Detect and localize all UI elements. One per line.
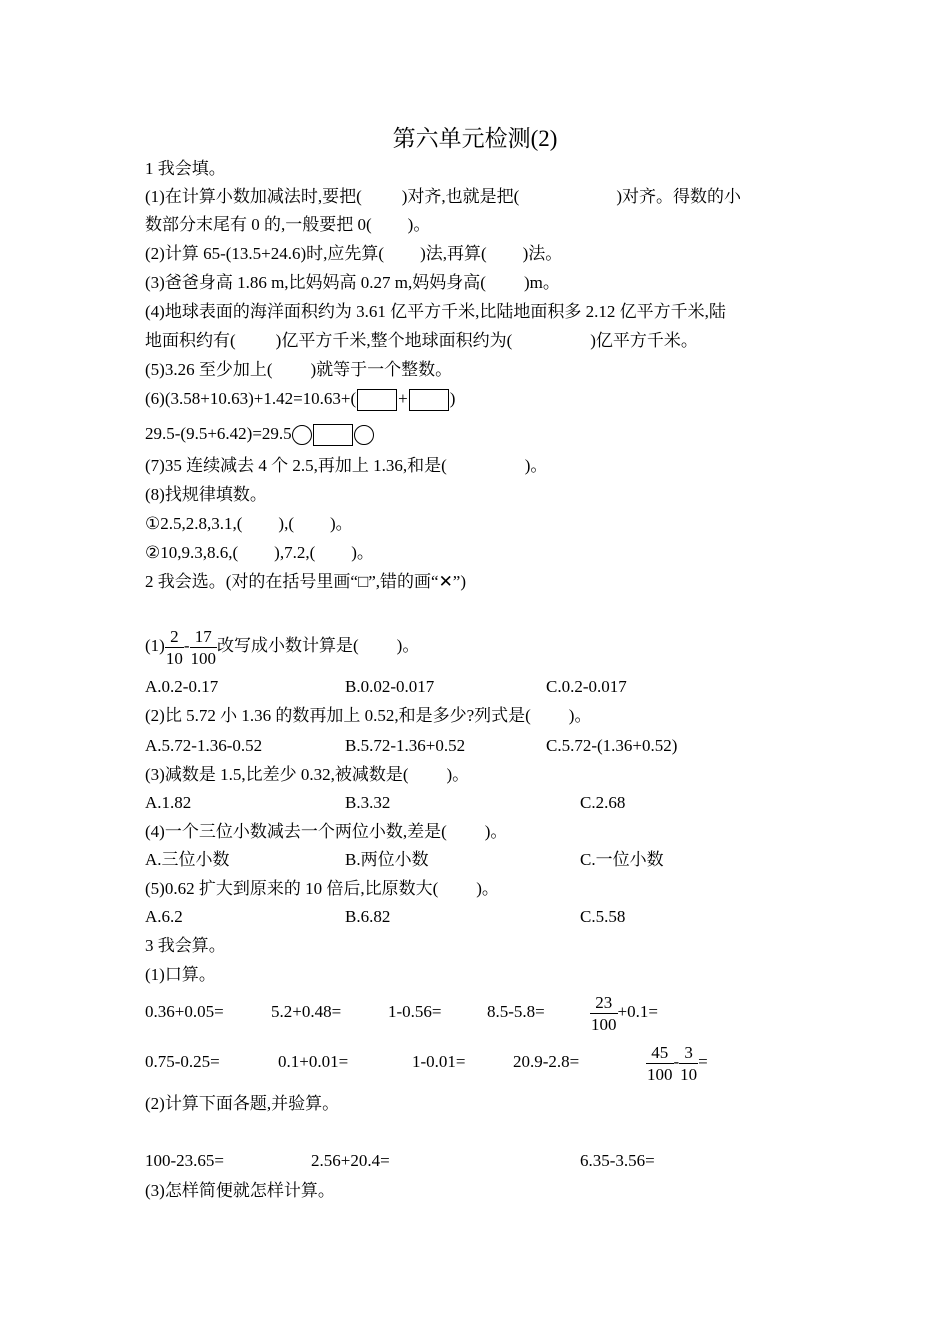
s1-q4-line2	[145, 330, 698, 352]
fraction-denominator: 100	[591, 1014, 617, 1034]
s1-q2	[145, 243, 562, 265]
s1-q2-text-c: )法。	[522, 244, 563, 263]
s2-q4	[145, 821, 507, 843]
s1-q6-line2	[145, 423, 374, 446]
s1-q4-text-b: 地面积约有(	[145, 331, 236, 350]
fraction-numerator: 17	[190, 626, 218, 648]
s2-q2-option-a[interactable]: A.5.72-1.36-0.52	[145, 736, 263, 755]
s2-q5-option-c[interactable]: C.5.58	[580, 907, 626, 926]
s2-q3-option-a[interactable]: A.1.82	[145, 793, 192, 812]
fraction	[190, 626, 218, 669]
s2-q1	[145, 624, 419, 669]
fraction-denominator: 100	[647, 1064, 673, 1084]
s1-q3-text-b: )m。	[523, 273, 560, 292]
s1-q8-r2b: ),7.2,(	[274, 543, 316, 562]
s1-q8-r1b: ),(	[278, 514, 294, 533]
fraction-numerator: 45	[646, 1042, 674, 1064]
s1-q6-plus: +	[398, 389, 408, 408]
oral-calc-tail: =	[698, 1052, 708, 1071]
s1-q8-r2a: ②10,9.3,8.6,(	[145, 543, 239, 562]
s1-q6-line1	[145, 388, 455, 411]
s2-q1-option-c[interactable]: C.0.2-0.017	[546, 677, 627, 696]
s2-q2-option-b[interactable]: B.5.72-1.36+0.52	[345, 736, 466, 755]
oral-calc-item: 0.36+0.05=	[145, 1002, 224, 1021]
s2-q1-minus: -	[183, 636, 190, 655]
s2-q1-option-b[interactable]: B.0.02-0.017	[345, 677, 435, 696]
s2-q3-option-b[interactable]: B.3.32	[345, 793, 391, 812]
section-1-heading: 1 我会填。	[145, 159, 226, 178]
s1-q1-text-a: (1)在计算小数加减法时,要把(	[145, 187, 362, 206]
s1-q6-close: )	[449, 389, 456, 408]
s2-q3-text-b: )。	[446, 765, 470, 784]
s1-q8-row2	[145, 542, 374, 564]
fraction-denominator: 10	[680, 1064, 698, 1084]
answer-box[interactable]	[409, 389, 449, 411]
s1-q6-text-a: (6)(3.58+10.63)+1.42=10.63+(	[145, 389, 357, 408]
s2-q3-option-c[interactable]: C.2.68	[580, 793, 626, 812]
operator-circle[interactable]	[292, 425, 312, 445]
s2-q2-text-a: (2)比 5.72 小 1.36 的数再加上 0.52,和是多少?列式是(	[145, 706, 531, 725]
fraction-denominator: 100	[190, 648, 216, 668]
answer-box[interactable]	[357, 389, 397, 411]
s1-q1-text-b: )对齐,也就是把(	[401, 187, 520, 206]
s2-q4-text-a: (4)一个三位小数减去一个两位小数,差是(	[145, 822, 447, 841]
s2-q4-option-a[interactable]: A.三位小数	[145, 850, 230, 869]
s2-q4-option-b[interactable]: B.两位小数	[345, 850, 429, 869]
s2-q5-option-b[interactable]: B.6.82	[345, 907, 391, 926]
s1-q4-line1: (4)地球表面的海洋面积约为 3.61 亿平方千米,比陆地面积多 2.12 亿平方千米,陆	[145, 302, 726, 321]
s1-q7	[145, 455, 547, 477]
s2-q1-post: 改写成小数计算是(	[217, 636, 359, 655]
s2-q5-text-b: )。	[476, 879, 499, 898]
s2-q5-option-a[interactable]: A.6.2	[145, 907, 183, 926]
oral-calc-item: 1-0.01=	[412, 1052, 466, 1071]
fraction-numerator: 3	[679, 1042, 698, 1064]
s2-q3-text-a: (3)减数是 1.5,比差少 0.32,被减数是(	[145, 765, 409, 784]
s1-q3	[145, 272, 560, 294]
oral-calc-item: 5.2+0.48=	[271, 1002, 342, 1021]
s2-q1-option-a[interactable]: A.0.2-0.17	[145, 677, 219, 696]
oral-calc-minus: -	[673, 1052, 680, 1071]
verify-calc-item: 6.35-3.56=	[580, 1151, 655, 1170]
s1-q5-text-a: (5)3.26 至少加上(	[145, 360, 273, 379]
s1-q4-text-d: )亿平方千米。	[590, 331, 698, 350]
oral-calc-tail: +0.1=	[617, 1002, 658, 1021]
s1-q4-text-c: )亿平方千米,整个地球面积约为(	[275, 331, 513, 350]
s3-part2-label: (2)计算下面各题,并验算。	[145, 1094, 340, 1113]
s1-q5-text-b: )就等于一个整数。	[310, 360, 453, 379]
s1-q5	[145, 359, 452, 381]
fraction	[679, 1042, 698, 1085]
answer-box[interactable]	[313, 424, 353, 446]
section-3-heading: 3 我会算。	[145, 936, 226, 955]
s1-q8-r1c: )。	[329, 514, 353, 533]
s1-q7-text-a: (7)35 连续减去 4 个 2.5,再加上 1.36,和是(	[145, 456, 447, 475]
s2-q2-option-c[interactable]: C.5.72-(1.36+0.52)	[546, 736, 678, 755]
s1-q1-text-e: )。	[407, 215, 431, 234]
fraction	[590, 992, 618, 1035]
s3-part1-label: (1)口算。	[145, 965, 216, 984]
s1-q8-r1a: ①2.5,2.8,3.1,(	[145, 514, 243, 533]
s2-q5-text-a: (5)0.62 扩大到原来的 10 倍后,比原数大(	[145, 879, 439, 898]
oral-calc-item: 0.1+0.01=	[278, 1052, 349, 1071]
s1-q1-line2	[145, 214, 430, 236]
s1-q8-r2c: )。	[351, 543, 374, 562]
s2-q2-text-b: )。	[568, 706, 592, 725]
fraction-numerator: 2	[165, 626, 184, 648]
fraction	[165, 626, 184, 669]
operator-circle[interactable]	[354, 425, 374, 445]
oral-calc-item: 8.5-5.8=	[487, 1002, 545, 1021]
s1-q8-row1	[145, 513, 353, 535]
s2-q3	[145, 764, 469, 786]
s2-q5	[145, 878, 499, 900]
oral-calc-item: 20.9-2.8=	[513, 1052, 580, 1071]
s1-q1-text-c: )对齐。得数的小	[616, 187, 741, 206]
section-2-heading: 2 我会选。(对的在括号里画“□”,错的画“✕”)	[145, 572, 467, 591]
s2-q2	[145, 705, 591, 727]
s3-part3-label: (3)怎样简便就怎样计算。	[145, 1181, 335, 1200]
oral-calc-fraction-item	[590, 990, 658, 1035]
verify-calc-item: 100-23.65=	[145, 1151, 224, 1170]
s2-q1-end: )。	[396, 636, 420, 655]
fraction-denominator: 10	[165, 648, 183, 668]
s1-q1-text-d: 数部分末尾有 0 的,一般要把 0(	[145, 215, 372, 234]
oral-calc-item: 1-0.56=	[388, 1002, 442, 1021]
s2-q1-pre: (1)	[145, 636, 165, 655]
s2-q4-option-c[interactable]: C.一位小数	[580, 850, 664, 869]
s1-q2-text-b: )法,再算(	[420, 244, 487, 263]
fraction-numerator: 23	[590, 992, 618, 1014]
verify-calc-item: 2.56+20.4=	[311, 1151, 390, 1170]
s1-q6-text-b: 29.5-(9.5+6.42)=29.5	[145, 424, 292, 443]
s1-q3-text-a: (3)爸爸身高 1.86 m,比妈妈高 0.27 m,妈妈身高(	[145, 273, 486, 292]
s1-q7-text-b: )。	[524, 456, 548, 475]
s1-q1-line1	[145, 186, 741, 208]
fraction	[646, 1042, 674, 1085]
oral-calc-fraction-item	[646, 1040, 708, 1085]
oral-calc-item: 0.75-0.25=	[145, 1052, 220, 1071]
s1-q2-text-a: (2)计算 65-(13.5+24.6)时,应先算(	[145, 244, 385, 263]
s1-q8-heading: (8)找规律填数。	[145, 485, 267, 504]
page-title: 第六单元检测(2)	[392, 126, 558, 151]
s2-q4-text-b: )。	[484, 822, 508, 841]
